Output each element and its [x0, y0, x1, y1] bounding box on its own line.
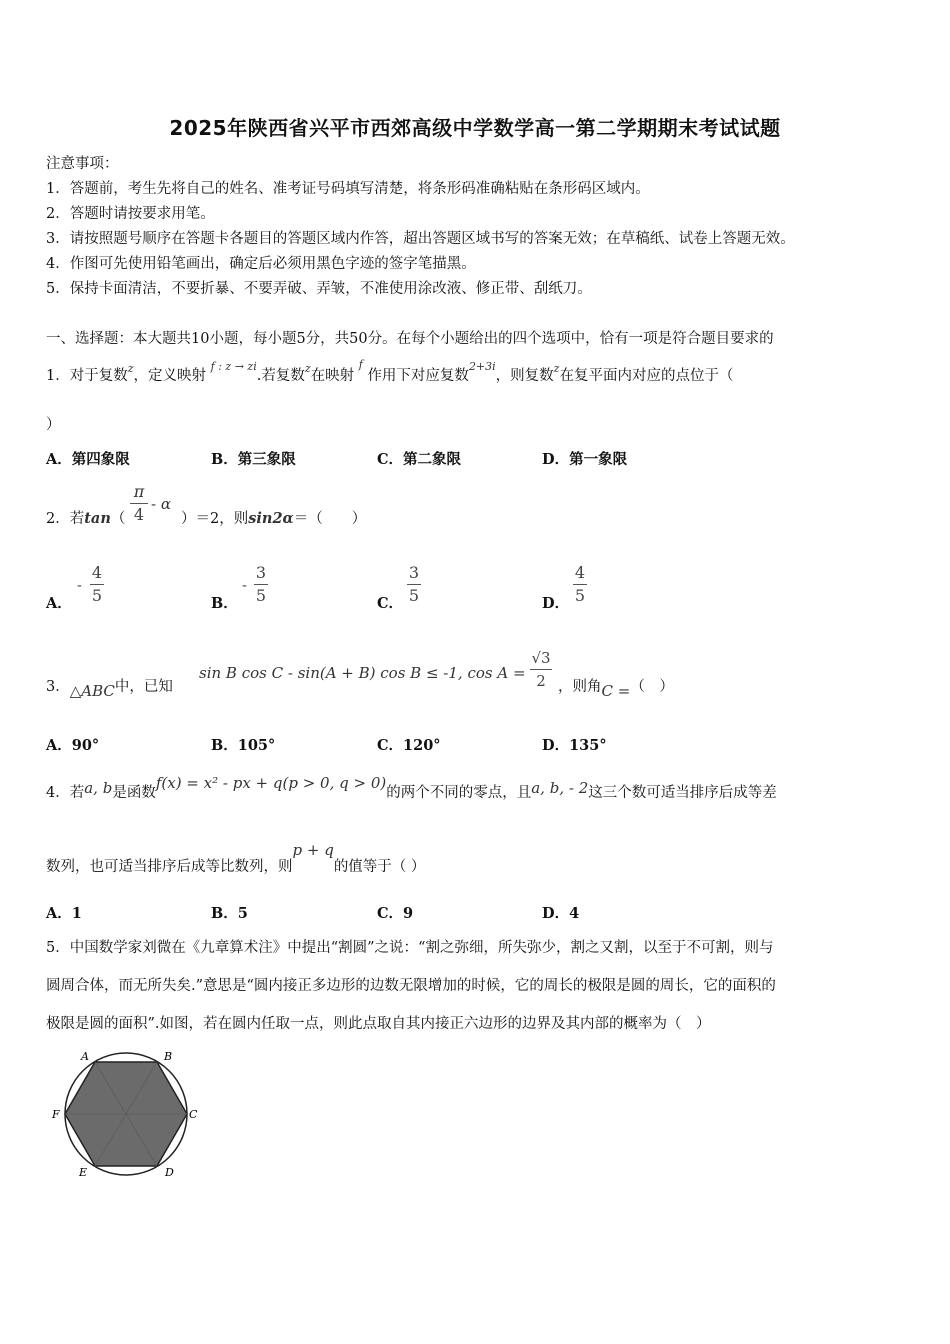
q2-option-b-sign: -	[242, 578, 247, 594]
q3-text: 中，已知	[114, 679, 173, 695]
section-heading: 一、选择题：本大题共10小题，每小题5分，共50分。在每个小题给出的四个选项中，恰有一项是符合题目要求的	[46, 331, 774, 347]
question-4-line2	[46, 841, 426, 876]
q4-text: 4．若	[46, 785, 85, 801]
q1-text: .若复数	[256, 368, 305, 384]
notice-item: 4．作图可先使用铅笔画出，确定后必须用黑色字迹的签字笔描黑。	[46, 256, 476, 272]
q1-text: 在映射	[310, 368, 355, 384]
q1-option-d[interactable]: D．第一象限	[542, 451, 628, 468]
vertex-label-e: E	[79, 1166, 88, 1179]
q1-close-paren: ）	[46, 417, 61, 433]
q3-text: 3．	[46, 679, 70, 695]
denominator: 5	[408, 586, 420, 605]
q1-f: f	[358, 358, 363, 371]
q2-text: 2．若	[46, 511, 85, 527]
question-3	[46, 675, 173, 700]
vertex-label-a: A	[81, 1050, 89, 1063]
q4-function: f(x) = x² - px + q(p > 0, q > 0)	[155, 774, 387, 792]
vertex-label-f: F	[52, 1108, 60, 1121]
notice-heading: 注意事项：	[46, 156, 119, 172]
q4-ab: a, b	[84, 779, 113, 797]
vertex-label-c: C	[189, 1108, 198, 1121]
denominator: 5	[91, 586, 103, 605]
question-4	[46, 774, 777, 802]
q2-text: （	[110, 511, 126, 527]
q3-text: （ ）	[630, 679, 674, 695]
q2-four: 4	[133, 505, 145, 524]
q1-option-b[interactable]: B．第三象限	[211, 451, 296, 468]
q2-tan: tan	[84, 510, 111, 527]
q4-text: 的两个不同的零点，且	[386, 785, 532, 801]
q4-option-c[interactable]: C．9	[377, 905, 414, 922]
numerator: 3	[408, 563, 420, 582]
notice-item: 1．答题前，考生先将自己的姓名、准考证号码填写清楚，将条形码准确粘贴在条形码区域内。	[46, 181, 650, 197]
q3-triangle: △ABC	[69, 682, 115, 700]
q3-text: ，则角	[558, 679, 602, 695]
q4-text: 数列，也可适当排序后成等比数列，则	[46, 859, 293, 875]
q1-z: z	[127, 362, 134, 375]
q3-option-a[interactable]: A．90°	[46, 737, 100, 754]
q4-text: 的值等于（ ）	[333, 859, 426, 875]
question-3-cont	[558, 675, 674, 700]
q1-z: z	[553, 362, 560, 375]
q3-option-d[interactable]: D．135°	[542, 737, 607, 754]
q2-option-a-fraction	[88, 562, 106, 607]
q2-option-c-fraction	[405, 562, 423, 607]
q4-text: 是函数	[112, 785, 156, 801]
notice-item: 5．保持卡面清洁，不要折暴、不要弄破、弄皱，不准使用涂改液、修正带、刮纸刀。	[46, 281, 592, 297]
q1-map: f : z → zi	[210, 360, 257, 373]
q2-option-a-sign: -	[77, 578, 82, 594]
question-5-line3: 极限是圆的面积”.如图，若在圆内任取一点，则此点取自其内接正六边形的边界及其内部的概率为（ ）	[46, 1016, 711, 1032]
page-title: 2025年陕西省兴平市西郊高级中学数学高一第二学期期末考试试题	[169, 116, 781, 140]
q2-fraction	[128, 481, 150, 526]
question-5-line1: 5．中国数学家刘微在《九章算术注》中提出“割圆”之说：“割之弥细，所失弥少，割之又割，以至于不可割，则与	[46, 940, 774, 956]
vertex-label-d: D	[165, 1166, 174, 1179]
q4-option-d[interactable]: D．4	[542, 905, 580, 922]
q4-text: 这三个数可适当排序后成等差	[588, 785, 777, 801]
q2-option-d-fraction	[571, 562, 589, 607]
hexagon-in-circle-figure	[48, 1046, 208, 1182]
numerator: 4	[91, 563, 103, 582]
q2-text: ＝（ ）	[293, 511, 367, 527]
q4-option-a[interactable]: A．1	[46, 905, 82, 922]
q2-text: ）＝2，则	[181, 511, 249, 527]
denominator: 5	[255, 586, 267, 605]
q1-value: 2+3i	[468, 360, 496, 373]
q3-two: 2	[536, 672, 546, 690]
q2-minus-alpha: - α	[151, 495, 171, 513]
q2-option-b-fraction	[252, 562, 270, 607]
q1-text: 1．对于复数	[46, 368, 128, 384]
q2-pi: π	[133, 482, 145, 501]
question-5-line2: 圆周合体，而无所失矣.”意思是“圆内接正多边形的边数无限增加的时候，它的周长的极限是圆的周长，它的面积的	[46, 978, 776, 994]
q1-z: z	[304, 362, 311, 375]
numerator: 4	[574, 563, 586, 582]
notice-item: 3．请按照题号顺序在答题卡各题目的答题区域内作答，超出答题区域书写的答案无效；在草稿纸、试卷上答题无效。	[46, 231, 795, 247]
q1-option-c[interactable]: C．第二象限	[377, 451, 462, 468]
q2-option-c-label[interactable]: C．	[377, 595, 404, 612]
q3-angle-c: C =	[601, 682, 631, 700]
q2-option-a-label[interactable]: A．	[46, 595, 72, 612]
q3-condition: sin B cos C - sin(A + B) cos B ≤ -1, cos A =	[199, 664, 526, 682]
q1-text: ，定义映射	[133, 368, 207, 384]
q4-option-b[interactable]: B．5	[211, 905, 248, 922]
q3-option-c[interactable]: C．120°	[377, 737, 441, 754]
q4-ab-minus2: a, b, - 2	[531, 779, 589, 797]
q1-text: 作用下对应复数	[367, 368, 469, 384]
question-1	[46, 358, 734, 385]
vertex-label-b: B	[164, 1050, 173, 1063]
question-2	[46, 507, 125, 528]
q2-option-b-label[interactable]: B．	[211, 595, 238, 612]
question-2-cont	[181, 507, 366, 528]
q2-option-d-label[interactable]: D．	[542, 595, 570, 612]
denominator: 5	[574, 586, 586, 605]
q1-option-a[interactable]: A．第四象限	[46, 451, 130, 468]
q1-text: 在复平面内对应的点位于（	[559, 368, 734, 384]
numerator: 3	[255, 563, 267, 582]
q1-text: ，则复数	[495, 368, 554, 384]
q3-sqrt3: √3	[531, 649, 551, 667]
q3-fraction	[528, 647, 554, 692]
q2-sin: sin2α	[248, 510, 294, 527]
notice-item: 2．答题时请按要求用笔。	[46, 206, 215, 222]
q3-option-b[interactable]: B．105°	[211, 737, 276, 754]
q4-p-plus-q: p + q	[292, 841, 334, 859]
